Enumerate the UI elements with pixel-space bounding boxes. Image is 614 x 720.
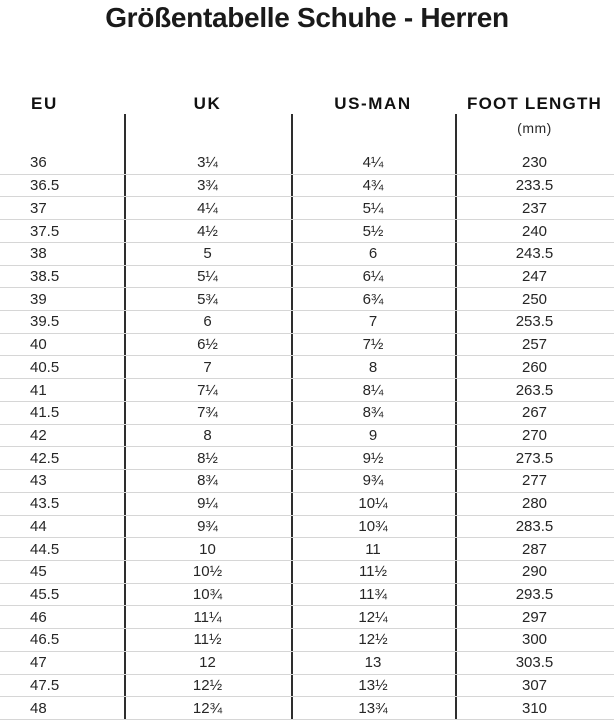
cell-us: 9½ — [362, 449, 384, 467]
table-row — [0, 402, 614, 425]
cell-eu: 45.5 — [30, 586, 60, 604]
table-row — [0, 220, 614, 243]
cell-us: 12½ — [358, 631, 388, 649]
cell-foot: 280 — [521, 495, 548, 513]
cell-eu: 44.5 — [30, 540, 60, 558]
table-row — [0, 675, 614, 698]
cell-eu: 42.5 — [30, 449, 60, 467]
cell-us: 8¼ — [362, 381, 384, 399]
cell-eu: 41.5 — [30, 404, 60, 422]
column-header-us-man: US-MAN — [334, 94, 412, 113]
column-header-eu: EU — [31, 94, 58, 113]
table-row — [0, 197, 614, 220]
cell-uk: 5¼ — [197, 267, 218, 285]
cell-foot: 247 — [521, 267, 548, 285]
table-row — [0, 584, 614, 607]
table-row — [0, 288, 614, 311]
cell-foot: 260 — [521, 358, 548, 376]
cell-us: 6¼ — [362, 267, 384, 285]
cell-us: 7 — [368, 313, 378, 331]
cell-eu: 44 — [30, 517, 47, 535]
cell-us: 13¾ — [358, 699, 388, 717]
cell-uk: 9¾ — [197, 517, 218, 535]
cell-us: 4¾ — [362, 177, 384, 195]
cell-eu: 43.5 — [30, 495, 60, 513]
cell-uk: 12 — [199, 654, 216, 672]
cell-foot: 270 — [521, 426, 548, 444]
cell-us: 13½ — [358, 676, 388, 694]
cell-foot: 250 — [521, 290, 548, 308]
cell-uk: 8½ — [197, 449, 218, 467]
table-row — [0, 379, 614, 402]
cell-uk: 5 — [203, 245, 212, 263]
cell-uk: 4½ — [197, 222, 218, 240]
cell-foot: 287 — [521, 540, 548, 558]
cell-us: 11¾ — [358, 586, 388, 604]
table-row — [0, 447, 614, 470]
cell-uk: 10¾ — [192, 586, 223, 604]
table-row — [0, 493, 614, 516]
cell-foot: 283.5 — [515, 517, 554, 535]
cell-us: 8 — [368, 358, 378, 376]
cell-us: 9¾ — [362, 472, 384, 490]
cell-uk: 8¾ — [197, 472, 218, 490]
cell-us: 10¼ — [358, 495, 388, 513]
cell-us: 5¼ — [362, 199, 384, 217]
cell-eu: 38 — [30, 245, 47, 263]
cell-us: 5½ — [362, 222, 384, 240]
table-row — [0, 629, 614, 652]
cell-eu: 36 — [30, 154, 47, 172]
cell-eu: 37.5 — [30, 222, 60, 240]
cell-eu: 37 — [30, 199, 47, 217]
cell-foot: 307 — [521, 676, 548, 694]
cell-eu: 43 — [30, 472, 47, 490]
cell-foot: 273.5 — [515, 449, 554, 467]
table-row — [0, 561, 614, 584]
cell-eu: 38.5 — [30, 267, 60, 285]
table-row — [0, 516, 614, 539]
cell-eu: 45 — [30, 563, 47, 581]
column-header-foot-length: FOOT LENGTH — [466, 94, 603, 113]
table-row — [0, 334, 614, 357]
cell-foot: 240 — [521, 222, 548, 240]
cell-us: 10¾ — [358, 517, 388, 535]
cell-foot: 257 — [521, 336, 548, 354]
cell-us: 6¾ — [362, 290, 384, 308]
cell-uk: 12¾ — [192, 699, 223, 717]
table-row — [0, 538, 614, 561]
cell-foot: 303.5 — [515, 654, 554, 672]
cell-uk: 6½ — [197, 336, 218, 354]
table-row — [0, 175, 614, 198]
cell-uk: 12½ — [192, 676, 223, 694]
cell-foot: 230 — [521, 154, 548, 172]
cell-eu: 39.5 — [30, 313, 60, 331]
table-row — [0, 652, 614, 675]
cell-us: 13 — [364, 654, 382, 672]
cell-us: 4¼ — [362, 154, 384, 172]
cell-uk: 8 — [203, 426, 212, 444]
cell-foot: 253.5 — [515, 313, 554, 331]
column-header-uk: UK — [193, 94, 222, 113]
cell-us: 11½ — [358, 563, 388, 581]
cell-uk: 7¼ — [197, 381, 218, 399]
page-title: Größentabelle Schuhe - Herren — [105, 2, 509, 33]
table-row — [0, 311, 614, 334]
cell-uk: 7¾ — [197, 404, 218, 422]
cell-uk: 11¼ — [193, 608, 222, 626]
cell-uk: 3¼ — [197, 154, 218, 172]
table-row — [0, 243, 614, 266]
cell-uk: 4¼ — [197, 199, 218, 217]
cell-eu: 40 — [30, 336, 47, 354]
cell-us: 8¾ — [362, 404, 384, 422]
cell-us: 7½ — [362, 336, 384, 354]
cell-us: 9 — [368, 426, 378, 444]
table-row — [0, 152, 614, 175]
cell-eu: 42 — [30, 426, 47, 444]
cell-uk: 10½ — [192, 563, 223, 581]
column-subheader-mm: (mm) — [517, 120, 552, 136]
cell-foot: 293.5 — [515, 586, 554, 604]
cell-eu: 39 — [30, 290, 47, 308]
cell-us: 12¼ — [358, 608, 388, 626]
cell-foot: 277 — [521, 472, 548, 490]
cell-eu: 48 — [30, 699, 47, 717]
cell-uk: 6 — [203, 313, 212, 331]
size-table-body — [0, 152, 614, 720]
table-row — [0, 425, 614, 448]
cell-foot: 300 — [521, 631, 548, 649]
table-row — [0, 356, 614, 379]
table-row — [0, 606, 614, 629]
cell-uk: 11½ — [193, 631, 222, 649]
cell-eu: 40.5 — [30, 358, 60, 376]
cell-foot: 263.5 — [515, 381, 554, 399]
cell-us: 6 — [368, 245, 378, 263]
cell-foot: 310 — [521, 699, 548, 717]
cell-eu: 46 — [30, 608, 47, 626]
cell-eu: 47.5 — [30, 676, 60, 694]
cell-uk: 10 — [199, 540, 216, 558]
cell-eu: 46.5 — [30, 631, 60, 649]
table-row — [0, 697, 614, 720]
table-row — [0, 470, 614, 493]
cell-eu: 47 — [30, 654, 47, 672]
cell-eu: 41 — [30, 381, 47, 399]
cell-uk: 3¾ — [197, 177, 218, 195]
cell-foot: 233.5 — [515, 177, 554, 195]
cell-foot: 267 — [521, 404, 548, 422]
table-row — [0, 266, 614, 289]
cell-uk: 7 — [203, 358, 212, 376]
cell-foot: 297 — [521, 608, 548, 626]
cell-uk: 9¼ — [197, 495, 218, 513]
table-header-row — [0, 94, 614, 144]
cell-foot: 237 — [521, 199, 548, 217]
cell-foot: 243.5 — [515, 245, 554, 263]
cell-foot: 290 — [521, 563, 548, 581]
cell-us: 11 — [365, 540, 381, 558]
cell-eu: 36.5 — [30, 177, 60, 195]
cell-uk: 5¾ — [197, 290, 218, 308]
